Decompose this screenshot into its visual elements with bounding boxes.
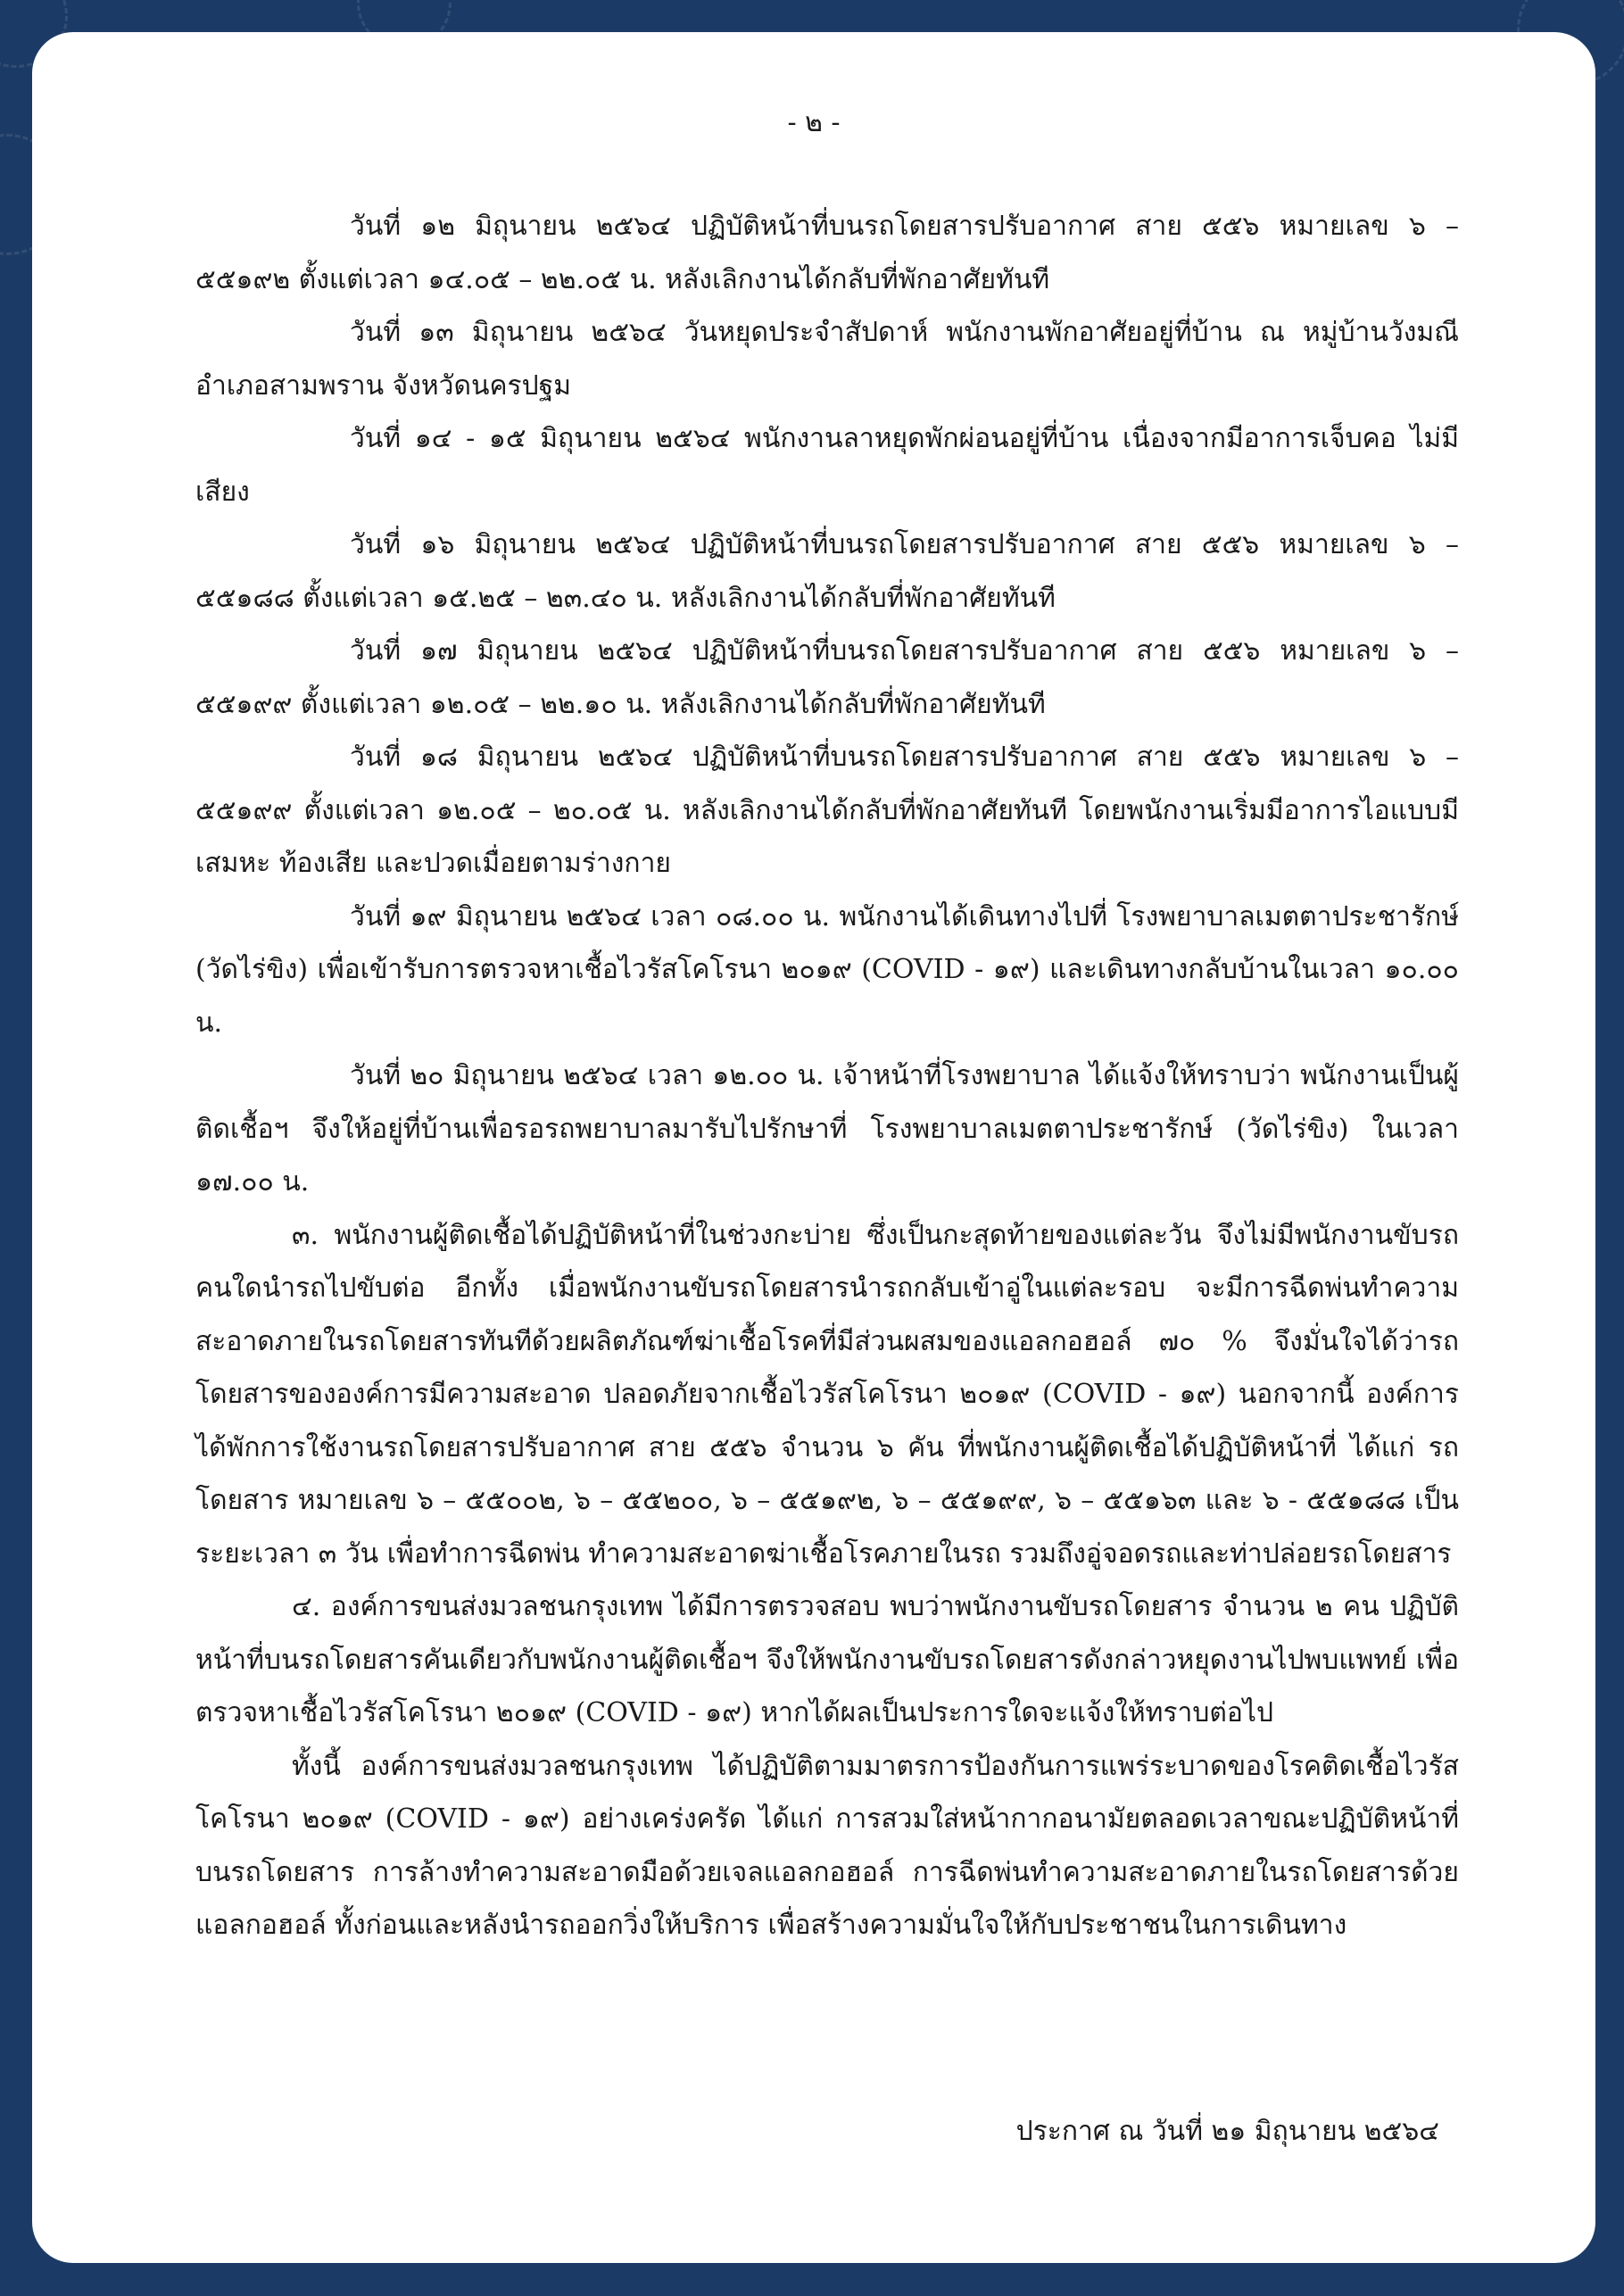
paragraph-item-4: ๔. องค์การขนส่งมวลชนกรุงเทพ ได้มีการตรวจสอบ พบว่าพนักงานขับรถโดยสาร จำนวน ๒ คน ปฏิบัติหน้าที่บนรถโดยสารคันเดียวกับพนักงานผู้ติดเชื้อฯ จึงให้พนักงานขับรถโดยสารดังกล่าวหยุดงานไปพบแพทย์ เพื่อตรวจหาเชื้อไวรัสโคโรนา ๒๐๑๙ (COVID - ๑๙) หากได้ผลเป็นประการใดจะแจ้งให้ทราบต่อไป [195, 1591, 1459, 1728]
paragraph: วันที่ ๑๓ มิถุนายน ๒๕๖๔ วันหยุดประจำสัปดาห์ พนักงานพักอาศัยอยู่ที่บ้าน ณ หมู่บ้านวังมณี อำเภอสามพราน จังหวัดนครปฐม [195, 317, 1459, 402]
announcement-date: ประกาศ ณ วันที่ ๒๑ มิถุนายน ๒๕๖๔ [1015, 2116, 1439, 2147]
document-page [32, 32, 1595, 2263]
paragraph: วันที่ ๑๙ มิถุนายน ๒๕๖๔ เวลา ๐๘.๐๐ น. พนักงานได้เดินทางไปที่ โรงพยาบาลเมตตาประชารักษ์ (วัดไร่ขิง) เพื่อเข้ารับการตรวจหาเชื้อไวรัสโคโรนา ๒๐๑๙ (COVID - ๑๙) และเดินทางกลับบ้านในเวลา ๑๐.๐๐ น. [195, 900, 1459, 1039]
paragraph-item-3: ๓. พนักงานผู้ติดเชื้อได้ปฏิบัติหน้าที่ในช่วงกะบ่าย ซึ่งเป็นกะสุดท้ายของแต่ละวัน จึงไม่มีพนักงานขับรถคนใดนำรถไปขับต่อ อีกทั้ง เมื่อพนักงานขับรถโดยสารนำรถกลับเข้าอู่ในแต่ละรอบ จะมีการฉีดพ่นทำความสะอาดภายในรถโดยสารทันทีด้วยผลิตภัณฑ์ฆ่าเชื้อโรคที่มีส่วนผสมของแอลกอฮอล์ ๗๐ % จึงมั่นใจได้ว่ารถโดยสารขององค์การมีความสะอาด ปลอดภัยจากเชื้อไวรัสโคโรนา ๒๐๑๙ (COVID - ๑๙) นอกจากนี้ องค์การได้พักการใช้งานรถโดยสารปรับอากาศ สาย ๕๕๖ จำนวน ๖ คัน ที่พนักงานผู้ติดเชื้อได้ปฏิบัติหน้าที่ ได้แก่ รถโดยสาร หมายเลข ๖ – ๕๕๐๐๒, ๖ – ๕๕๒๐๐, ๖ – ๕๕๑๙๒, ๖ – ๕๕๑๙๙, ๖ – ๕๕๑๖๓ และ ๖ - ๕๕๑๘๘ เป็นระยะเวลา ๓ วัน เพื่อทำการฉีดพ่น ทำความสะอาดฆ่าเชื้อโรคภายในรถ รวมถึงอู่จอดรถและท่าปล่อยรถโดยสาร [195, 1219, 1459, 1570]
paragraph: วันที่ ๑๖ มิถุนายน ๒๕๖๔ ปฏิบัติหน้าที่บนรถโดยสารปรับอากาศ สาย ๕๕๖ หมายเลข ๖ – ๕๕๑๘๘ ตั้งแต่เวลา ๑๕.๒๕ – ๒๓.๔๐ น. หลังเลิกงานได้กลับที่พักอาศัยทันที [195, 529, 1459, 614]
page-number: - ๒ - [787, 107, 841, 138]
paragraph: วันที่ ๑๔ - ๑๕ มิถุนายน ๒๕๖๔ พนักงานลาหยุดพักผ่อนอยู่ที่บ้าน เนื่องจากมีอาการเจ็บคอ ไม่มีเสียง [195, 423, 1459, 508]
document-body [195, 200, 1459, 1952]
closing-paragraph: ทั้งนี้ องค์การขนส่งมวลชนกรุงเทพ ได้ปฏิบัติตามมาตรการป้องกันการแพร่ระบาดของโรคติดเชื้อไวรัสโคโรนา ๒๐๑๙ (COVID - ๑๙) อย่างเคร่งครัด ได้แก่ การสวมใส่หน้ากากอนามัยตลอดเวลาขณะปฏิบัติหน้าที่บนรถโดยสาร การล้างทำความสะอาดมือด้วยเจลแอลกอฮอล์ การฉีดพ่นทำความสะอาดภายในรถโดยสารด้วยแอลกอฮอล์ ทั้งก่อนและหลังนำรถออกวิ่งให้บริการ เพื่อสร้างความมั่นใจให้กับประชาชนในการเดินทาง [195, 1750, 1459, 1941]
paragraph: วันที่ ๑๘ มิถุนายน ๒๕๖๔ ปฏิบัติหน้าที่บนรถโดยสารปรับอากาศ สาย ๕๕๖ หมายเลข ๖ – ๕๕๑๙๙ ตั้งแต่เวลา ๑๒.๐๕ – ๒๐.๐๕ น. หลังเลิกงานได้กลับที่พักอาศัยทันที โดยพนักงานเริ่มมีอาการไอแบบมีเสมหะ ท้องเสีย และปวดเมื่อยตามร่างกาย [195, 742, 1459, 879]
paragraph: วันที่ ๑๗ มิถุนายน ๒๕๖๔ ปฏิบัติหน้าที่บนรถโดยสารปรับอากาศ สาย ๕๕๖ หมายเลข ๖ – ๕๕๑๙๙ ตั้งแต่เวลา ๑๒.๐๕ – ๒๒.๑๐ น. หลังเลิกงานได้กลับที่พักอาศัยทันที [195, 635, 1459, 720]
paragraph: วันที่ ๑๒ มิถุนายน ๒๕๖๔ ปฏิบัติหน้าที่บนรถโดยสารปรับอากาศ สาย ๕๕๖ หมายเลข ๖ – ๕๕๑๙๒ ตั้งแต่เวลา ๑๔.๐๕ – ๒๒.๐๕ น. หลังเลิกงานได้กลับที่พักอาศัยทันที [195, 211, 1459, 295]
paragraph: วันที่ ๒๐ มิถุนายน ๒๕๖๔ เวลา ๑๒.๐๐ น. เจ้าหน้าที่โรงพยาบาล ได้แจ้งให้ทราบว่า พนักงานเป็นผู้ติดเชื้อฯ จึงให้อยู่ที่บ้านเพื่อรอรถพยาบาลมารับไปรักษาที่ โรงพยาบาลเมตตาประชารักษ์ (วัดไร่ขิง) ในเวลา ๑๗.๐๐ น. [195, 1060, 1459, 1198]
